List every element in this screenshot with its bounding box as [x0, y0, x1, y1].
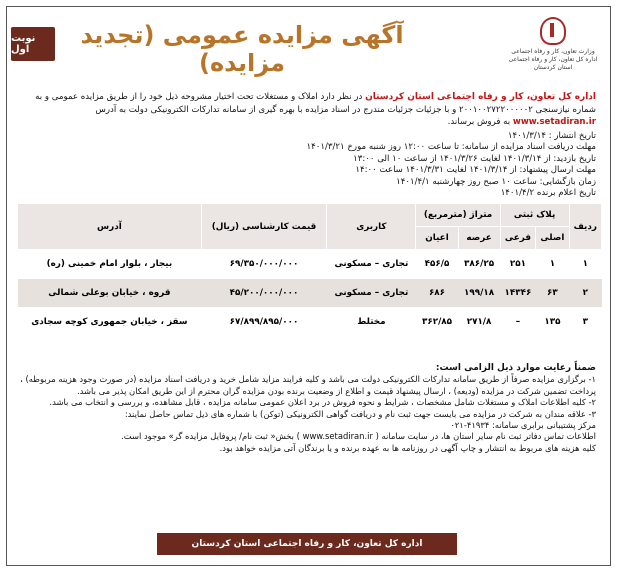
note-item: ۱- برگزاری مزایده صرفاً از طریق سامانه تدارکات الکترونیکی دولت می باشد و کلیه فرایند مزاید شامل خرید و دریافت اسناد مزایده (در صورت وجود هزینه مربوطه) ، پرداخت تضمین شرکت در مزایده (ودیعه) ، ارسال پیشنهاد قیمت و اطلاع از وضعیت برنده بودن مزایده گران محترم از این طریق امکان پذیر می باشد.	[20, 374, 596, 396]
footer-banner: اداره کل تعاون، کار و رفاه اجتماعی استان کردستان	[157, 533, 457, 555]
note-item: ۲- کلیه اطلاعات املاک و مستغلات شامل مشخصات ، شرایط و نحوه فروش در برد اعلان عمومی سامانه مزایده ، قابل مشاهده، و بررسی و انتخاب می باشد.	[49, 397, 596, 408]
emblem-icon	[540, 17, 566, 45]
table-row: ۲ ۶۳ ۱۴۳۴۶ ۱۹۹/۱۸ ۶۸۶ تجاری – مسکونی ۴۵/۲۰۰/۰۰۰/۰۰۰ قروه ، خیابان بوعلی شمالی	[18, 279, 602, 308]
org-name: اداره کل تعاون، کار و رفاه اجتماعی استان کردستان	[365, 92, 596, 102]
offer-deadline: مهلت ارسال پیشنهاد: از ۱۴۰۱/۳/۱۴ لغایت ۱۴۰۱/۳/۳۱ ساعت ۱۴:۰۰	[355, 165, 596, 176]
col-asli: اصلی	[536, 227, 569, 250]
col-farei: فرعی	[500, 227, 536, 250]
notice-title: آگهی مزایده عمومی (تجدید مزایده)	[80, 21, 404, 77]
notes-heading: ضمناً رعایت موارد ذیل الزامی است:	[435, 363, 596, 373]
intro-tail: به فروش برساند.	[447, 117, 511, 128]
table-row: ۱ ۱ ۲۵۱ ۳۸۶/۲۵ ۴۵۶/۵ تجاری – مسکونی ۶۹/۳۵۰/۰۰۰/۰۰۰ بیجار ، بلوار امام خمینی (ره)	[18, 250, 602, 279]
note-item: مرکز پشتیبانی برابری سامانه: ۴۱۹۳۴-۰۲۱	[450, 420, 596, 431]
col-row: ردیف	[569, 204, 601, 250]
col-address: آدرس	[18, 204, 202, 250]
visit-dates: تاریخ بازدید: از ۱۴۰۱/۳/۱۴ لغایت ۱۴۰۱/۳/۲۶ از ساعت ۱۰ الی ۱۳:۰۰	[353, 153, 596, 164]
winner-date: تاریخ اعلام برنده ۱۴۰۱/۴/۲	[500, 188, 596, 199]
col-price: قیمت کارشناسی (ریال)	[201, 204, 327, 250]
properties-table	[17, 203, 602, 337]
conditions-notes	[16, 363, 596, 454]
col-ayan: اعیان	[416, 227, 458, 250]
note-item: کلیه هزینه های مربوط به انتشار و چاپ آگهی در روزنامه ها به عهده برنده و یا برندگان آتی مزایده خواهد بود.	[219, 442, 596, 453]
note-item: اطلاعات تماس دفاتر ثبت نام سایر استان ها، در سایت سامانه ( www.setadiran.ir ) بخش« ثبت نام/ پروفایل مزایده گر» موجود است.	[121, 431, 596, 442]
round-badge: نوبت اول	[11, 27, 55, 61]
schedule-info	[16, 131, 596, 199]
note-item: ۳- علاقه مندان به شرکت در مزایده می بایست جهت ثبت نام و دریافت گواهی الکترونیکی (توکن) با شماره های ذیل تماس حاصل نمایند:	[124, 408, 596, 419]
table-row: ۳ ۱۳۵ – ۲۷۱/۸ ۳۶۲/۸۵ مختلط ۶۷/۸۹۹/۸۹۵/۰۰۰ سقز ، خیابان جمهوری کوچه سجادی	[18, 308, 602, 337]
publish-date: تاریخ انتشار : ۱۴۰۱/۳/۱۴	[507, 131, 596, 141]
col-arse: عرصه	[458, 227, 500, 250]
intro-text: در نظر دارد املاک و مستغلات تحت اختیار مشروحه ذیل خود را از طریق مزایده عمومی و به شماره نیازسنجی ۲۰۰۱۰۰۲۷۲۲۰۰۰۰۰۲ و با جزئیات جزئیات مندرج در اسناد مزایده با بهره گیری از سامانه تدارکات الکترونیکی دولت به آدرس	[35, 92, 596, 115]
logo-text: وزارت تعاون، کار و رفاه اجتماعی اداره کل تعاون، کار و رفاه اجتماعی استان کردستان	[508, 48, 598, 71]
setad-link[interactable]: www.setadiran.ir	[512, 117, 596, 128]
ministry-logo	[508, 17, 598, 81]
col-plak: پلاک ثبتی	[500, 204, 569, 227]
intro-paragraph	[16, 91, 596, 129]
col-karbari: کاربری	[327, 204, 416, 250]
opening-time: زمان بازگشایی: ساعت ۱۰ صبح روز چهارشنبه ۱۴۰۱/۴/۱	[396, 176, 596, 187]
notice-page	[6, 6, 611, 566]
col-metraj: متراژ (مترمربع)	[416, 204, 500, 227]
docs-deadline: مهلت دریافت اسناد مزایده از سامانه: تا ساعت ۱۲:۰۰ روز شنبه مورخ ۱۴۰۱/۳/۲۱	[306, 142, 596, 153]
